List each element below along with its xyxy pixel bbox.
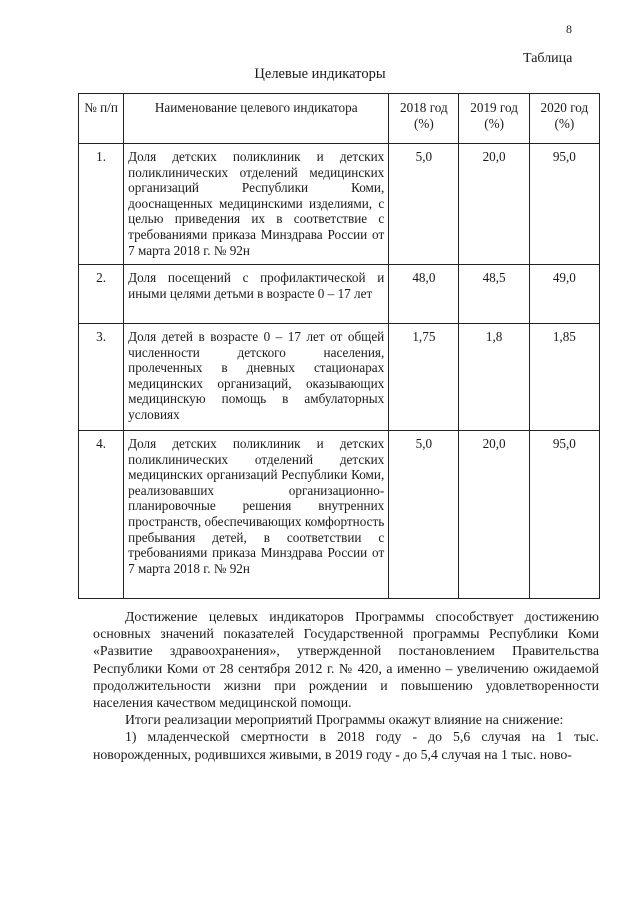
indicator-name: Доля детских поликлиник и детских поликлинических отделений медицинских организаций Республики Коми, дооснащенных медицинскими изделиями, с целью приведения их в соответствие с требованиями приказа Минздрава России от 7 марта 2018 г. № 92н xyxy=(124,144,389,265)
value-2020: 95,0 xyxy=(529,144,599,265)
value-2018: 5,0 xyxy=(389,144,459,265)
value-2018: 1,75 xyxy=(389,324,459,431)
indicator-name: Доля посещений с профилактической и иными целями детьми в возрасте 0 – 17 лет xyxy=(124,265,389,324)
paragraph: Достижение целевых индикаторов Программы способствует достижению основных значений показателей Государственной программы Республики Коми «Развитие здравоохранения», утвержденной постановлением Правительства Республики Коми от 28 сентября 2012 г. № 420, а именно – увеличению ожидаемой продолжительности жизни при рождении и повышению удовлетворенности населения качеством медицинской помощи. xyxy=(93,609,599,711)
paragraph: 1) младенческой смертности в 2018 году - до 5,6 случая на 1 тыс. новорожденных, родившихся живыми, в 2019 году - до 5,4 случая на 1 тыс. ново- xyxy=(93,729,599,762)
table-row xyxy=(79,324,600,431)
indicator-name: Доля детей в возрасте 0 – 17 лет от общей численности детского населения, пролеченных в дневных стационарах медицинских организаций, оказывающих медицинскую помощь в амбулаторных условиях xyxy=(124,324,389,431)
table-label: Таблица xyxy=(523,51,573,66)
header-2018: 2018 год (%) xyxy=(389,94,459,144)
value-2019: 20,0 xyxy=(459,144,529,265)
table-title: Целевые индикаторы xyxy=(254,66,386,82)
header-number: № п/п xyxy=(79,94,124,144)
value-2019: 48,5 xyxy=(459,265,529,324)
target-indicators-table xyxy=(78,93,600,599)
table-row xyxy=(79,431,600,599)
table-row xyxy=(79,144,600,265)
value-2018: 48,0 xyxy=(389,265,459,324)
body-text xyxy=(93,608,599,763)
row-number: 1. xyxy=(79,144,124,265)
table-row xyxy=(79,265,600,324)
value-2019: 1,8 xyxy=(459,324,529,431)
value-2020: 1,85 xyxy=(529,324,599,431)
indicator-name: Доля детских поликлиник и детских поликлинических отделений детских медицинских организаций Республики Коми, реализовавших организационно-планировочные решения внутренних пространств, обеспечивающих комфортность пребывания детей, в соответствии с требованиями приказа Минздрава России от 7 марта 2018 г. № 92н xyxy=(124,431,389,599)
row-number: 2. xyxy=(79,265,124,324)
header-2019: 2019 год (%) xyxy=(459,94,529,144)
row-number: 4. xyxy=(79,431,124,599)
page-number: 8 xyxy=(566,22,572,36)
row-number: 3. xyxy=(79,324,124,431)
value-2019: 20,0 xyxy=(459,431,529,599)
table-header-row xyxy=(79,94,600,144)
paragraph: Итоги реализации мероприятий Программы окажут влияние на снижение: xyxy=(125,712,564,728)
value-2020: 95,0 xyxy=(529,431,599,599)
value-2020: 49,0 xyxy=(529,265,599,324)
header-2020: 2020 год (%) xyxy=(529,94,599,144)
value-2018: 5,0 xyxy=(389,431,459,599)
header-indicator-name: Наименование целевого индикатора xyxy=(124,94,389,144)
